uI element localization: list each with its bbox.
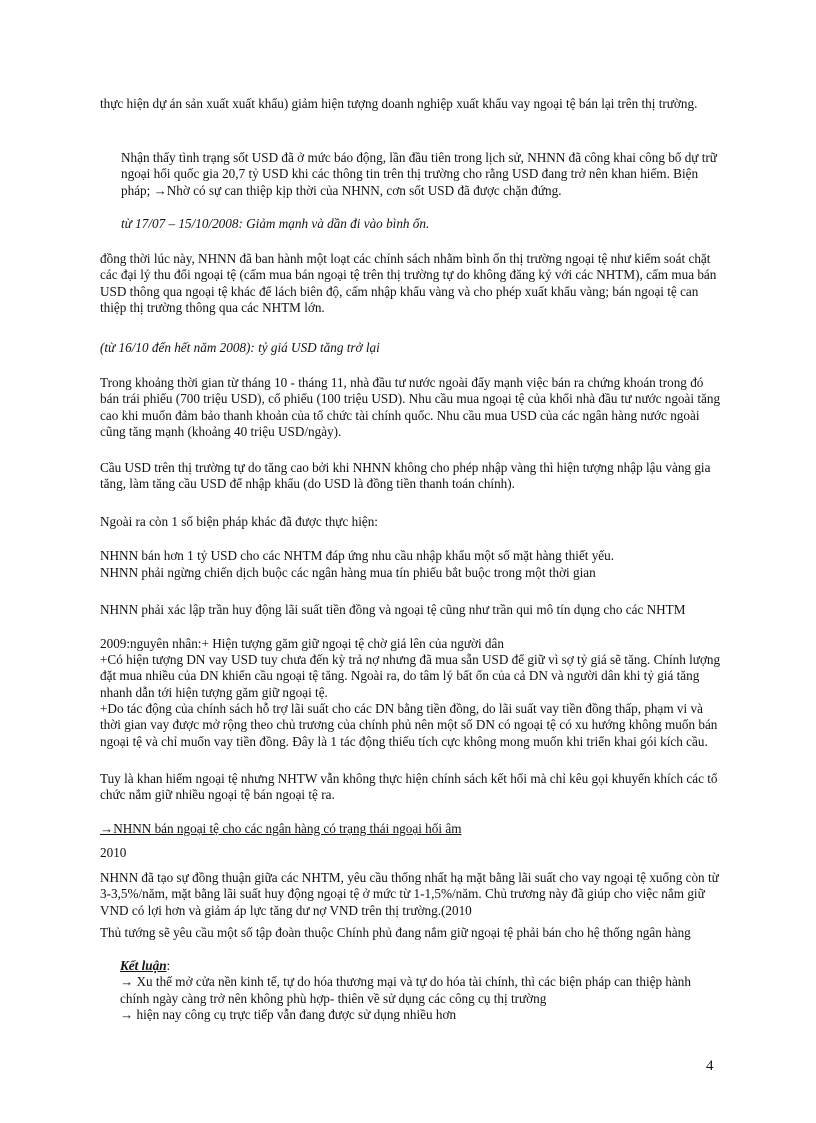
conclusion-point-1: → Xu thế mở cửa nền kinh tế, tự do hóa thương mại và tự do hóa tài chính, thì các biện pháp can thiệp hành chính ngày càng trở nên không phù hợp- thiên về sử dụng các công cụ thị trường [120,974,691,1006]
paragraph-year-2010: 2010 [100,845,127,860]
heading-period-2: (từ 16/10 đến hết năm 2008): tỷ giá USD tăng trở lại [100,340,380,355]
paragraph-gold-import: Cầu USD trên thị trường tự do tăng cao bởi khi NHNN không cho phép nhập vàng thì hiện tượng nhập lậu vàng gia tăng, làm tăng cầu USD để nhập khẩu (do USD là đồng tiền thanh toán chính). [100,460,711,492]
paragraph-other-measures: Ngoài ra còn 1 số biện pháp khác đã được thực hiện: [100,514,378,529]
paragraph-intro: thực hiện dự án sản xuất xuất khẩu) giảm hiện tượng doanh nghiệp xuất khẩu vay ngoại tệ bán lại trên thị trường. [100,96,698,111]
conclusion-colon: : [166,958,171,973]
paragraph-foreign-investors: Trong khoảng thời gian từ tháng 10 - tháng 11, nhà đầu tư nước ngoài đẩy mạnh việc bán ra chứng khoán trong đó bán trái phiếu (700 triệu USD), cổ phiếu (100 triệu USD). Nhu cầu mua ngoại tệ của khối nhà đầu tư nước ngoài tăng cao khi muốn đảm bảo thanh khoản của tổ chức tài chính quốc. Nhu cầu mua USD của các ngân hàng nước ngoài cũng tăng mạnh (khoảng 40 triệu USD/ngày). [100,375,721,439]
paragraph-measure-1: NHNN bán hơn 1 tỷ USD cho các NHTM đáp ứng nhu cầu nhập khẩu một số mặt hàng thiết yếu. [100,548,615,563]
paragraph-2009-dn: +Có hiện tượng DN vay USD tuy chưa đến kỳ trả nợ nhưng đã mua sẵn USD để giữ vì sợ tỷ giá sẽ tăng. Chính lượng đặt mua nhiều của DN khiến cầu ngoại tệ tăng. Ngoài ra, do tâm lý bất ổn của cả DN và người dân khi tỷ giá tăng nhanh dẫn tới hiện tượng găm giữ ngoại tệ. [100,652,721,700]
paragraph-prime-minister: Thủ tướng sẽ yêu cầu một số tập đoàn thuộc Chính phủ đang nắm giữ ngoại tệ phải bán cho hệ thống ngân hàng [100,925,691,940]
paragraph-nhnn-sell: →NHNN bán ngoại tệ cho các ngân hàng có trạng thái ngoại hối âm [100,821,462,836]
page-number: 4 [706,1058,714,1074]
paragraph-measure-3: NHNN phải xác lập trần huy động lãi suất tiền đồng và ngoại tệ cũng như trần qui mô tín dụng cho các NHTM [100,602,686,617]
paragraph-nhtw: Tuy là khan hiếm ngoại tệ nhưng NHTW vẫn không thực hiện chính sách kết hối mà chỉ kêu gọi khuyến khích các tổ chức nắm giữ nhiều ngoại tệ bán ngoại tệ ra. [100,771,718,803]
paragraph-2009-policy: +Do tác động của chính sách hỗ trợ lãi suất cho các DN bằng tiền đồng, do lãi suất vay tiền đồng thấp, phạm vi và thời gian vay được mở rộng theo chủ trương của chính phủ nên một số DN có ngoại tệ có xu hướng không muốn bán ngoại tệ và chỉ muốn vay tiền đồng. Đây là 1 tác động thiếu tích cực không mong muốn khi triển khai gói kích cầu. [100,701,718,749]
paragraph-nhnn-reserve: Nhận thấy tình trạng sốt USD đã ở mức báo động, lần đầu tiên trong lịch sử, NHNN đã công khai công bố dự trữ ngoại hối quốc gia 20,7 tỷ USD khi các thông tin trên thị trường cho rằng USD đang trở nên khan hiếm. Biện pháp; →Nhờ có sự can thiệp kịp thời của NHNN, cơn sốt USD đã được chặn đứng. [121,150,717,198]
conclusion-block [120,958,722,1023]
paragraph-2009-cause: 2009:nguyên nhân:+ Hiện tượng găm giữ ngoại tệ chờ giá lên của người dân [100,636,504,651]
paragraph-measure-2: NHNN phải ngừng chiến dịch buộc các ngân hàng mua tín phiếu bắt buộc trong một thời gian [100,565,596,580]
heading-period-1: từ 17/07 – 15/10/2008: Giảm mạnh và dần đi vào bình ổn. [121,216,430,231]
conclusion-label: Kết luận [120,958,167,973]
conclusion-heading [120,958,722,974]
paragraph-policies: đồng thời lúc này, NHNN đã ban hành một loạt các chính sách nhằm bình ổn thị trường ngoại tệ như kiểm soát chặt các đại lý thu đổi ngoại tệ (cấm mua bán ngoại tệ trên thị trường tự do không đăng ký với các NHTM), cấm mua bán USD thông qua ngoại tệ khác để lách biên độ, cấm nhập khẩu vàng và cho phép xuất khẩu vàng; bán ngoại tệ can thiệp thị trường thông qua các NHTM lớn. [100,251,717,315]
conclusion-point-2: → hiện nay công cụ trực tiếp vẫn đang được sử dụng nhiều hơn [120,1006,457,1022]
paragraph-2010-consensus: NHNN đã tạo sự đồng thuận giữa các NHTM, yêu cầu thống nhất hạ mặt bằng lãi suất cho vay ngoại tệ xuống còn từ 3-3,5%/năm, mặt bằng lãi suất huy động ngoại tệ ở mức từ 1-1,5%/năm. Chủ trương này đã giúp cho việc nắm giữ VND có lợi hơn và giảm áp lực tăng dư nợ VND trên thị trường.(2010 [100,870,719,918]
